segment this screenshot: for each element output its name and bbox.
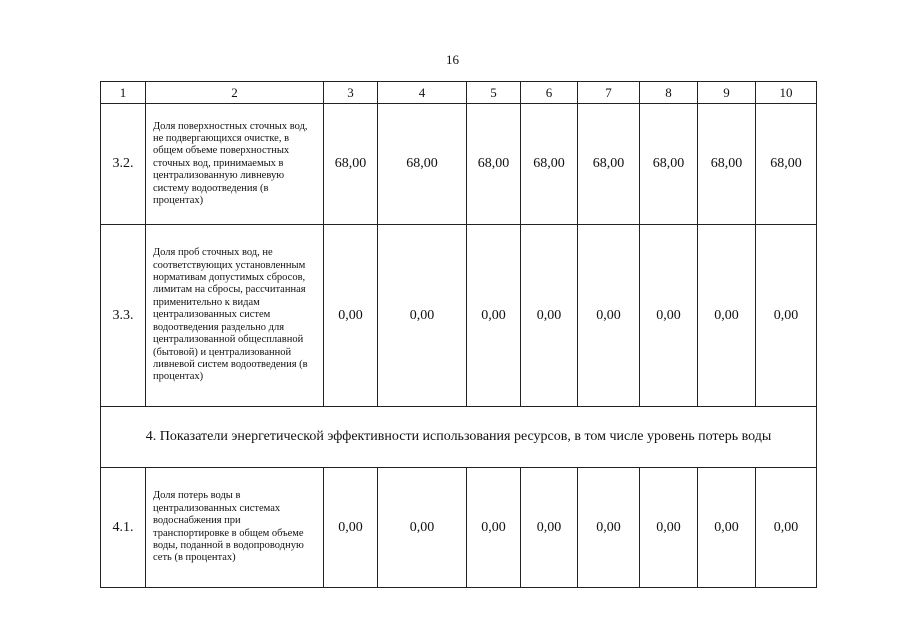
table-row [101,468,817,588]
row-value: 0,00 [378,225,467,407]
row-value: 0,00 [756,468,817,588]
row-number: 4.1. [101,468,146,588]
section-row [101,407,817,468]
column-header: 5 [467,82,521,104]
row-description: Доля проб сточных вод, не соответствующих установленным нормативам допустимых сбросов, лимитам на сбросы, рассчитанная применительно к видам централизованных систем водоотведения раздельно для централизованной общесплавной (бытовой) и централизованной ливневой систем водоотведения (в процентах) [146,225,324,407]
column-header: 7 [578,82,640,104]
row-value: 68,00 [640,104,698,225]
column-header: 8 [640,82,698,104]
row-value: 0,00 [578,225,640,407]
row-value: 0,00 [756,225,817,407]
row-value: 68,00 [467,104,521,225]
page-number: 16 [446,52,459,67]
indicators-table [100,81,817,588]
column-header: 10 [756,82,817,104]
row-value: 0,00 [324,225,378,407]
row-value: 0,00 [521,468,578,588]
row-number: 3.2. [101,104,146,225]
row-description: Доля поверхностных сточных вод, не подвергающихся очистке, в общем объеме поверхностных сточных вод, принимаемых в централизованную ливневую систему водоотведения (в процентах) [146,104,324,225]
row-value: 0,00 [578,468,640,588]
row-value: 68,00 [698,104,756,225]
column-header: 9 [698,82,756,104]
row-value: 68,00 [521,104,578,225]
section-heading: 4. Показатели энергетической эффективности использования ресурсов, в том числе уровень потерь воды [101,407,817,468]
row-value: 68,00 [378,104,467,225]
column-header: 4 [378,82,467,104]
row-value: 68,00 [324,104,378,225]
column-header: 6 [521,82,578,104]
row-value: 68,00 [578,104,640,225]
table-header-row [101,82,817,104]
table-row [101,225,817,407]
row-value: 0,00 [467,225,521,407]
row-number: 3.3. [101,225,146,407]
row-value: 0,00 [521,225,578,407]
row-value: 0,00 [698,225,756,407]
column-header: 3 [324,82,378,104]
row-value: 0,00 [324,468,378,588]
column-header: 1 [101,82,146,104]
row-value: 0,00 [378,468,467,588]
row-value: 0,00 [698,468,756,588]
column-header: 2 [146,82,324,104]
row-value: 0,00 [640,468,698,588]
row-value: 0,00 [467,468,521,588]
row-value: 0,00 [640,225,698,407]
table-row [101,104,817,225]
row-description: Доля потерь воды в централизованных системах водоснабжения при транспортировке в общем объеме воды, поданной в водопроводную сеть (в процентах) [146,468,324,588]
row-value: 68,00 [756,104,817,225]
